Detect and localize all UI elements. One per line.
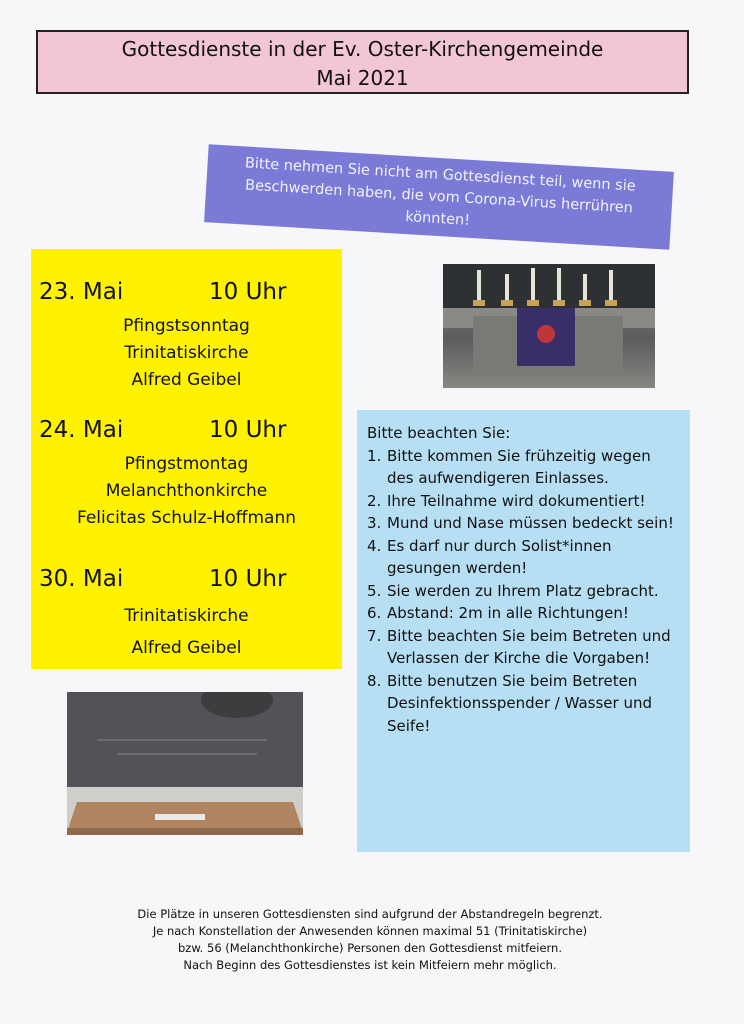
event-pastor: Alfred Geibel	[131, 370, 242, 390]
event-date: 23. Mai	[39, 279, 124, 305]
rule-item: 4. Es darf nur durch Solist*innen gesungen werden!	[367, 536, 612, 577]
services-box	[31, 249, 342, 669]
rule-item: 6. Abstand: 2m in alle Richtungen!	[367, 604, 629, 622]
event-church: Melanchthonkirche	[105, 481, 268, 501]
footer-note	[60, 906, 680, 974]
rule-item: 2. Ihre Teilnahme wird dokumentiert!	[367, 491, 646, 510]
event-pastor: Alfred Geibel	[131, 638, 242, 658]
title-line-2: Mai 2021	[316, 66, 409, 90]
event-date: 30. Mai	[39, 566, 124, 592]
altar-photo-drawing	[443, 264, 655, 388]
event-occasion: Pfingstmontag	[124, 454, 249, 474]
table-photo-drawing	[67, 692, 303, 835]
rule-item: 5. Sie werden zu Ihrem Platz gebracht.	[367, 581, 659, 600]
rule-item: 7. Bitte beachten Sie beim Betreten und Verlassen der Kirche die Vorgaben!	[367, 626, 671, 667]
rules-box	[357, 410, 690, 852]
rule-item: 8. Bitte benutzen Sie beim Betreten Desinfektionsspender / Wasser und Seife!	[367, 671, 652, 735]
event-time: 10 Uhr	[209, 279, 287, 305]
event-church: Trinitatiskirche	[124, 343, 249, 363]
altar-photo	[443, 264, 655, 388]
church-table-photo	[67, 692, 303, 835]
rule-item: 3. Mund und Nase müssen bedeckt sein!	[367, 514, 674, 532]
footer-line: bzw. 56 (Melanchthonkirche) Personen den Gottesdienst mitfeiern.	[178, 941, 562, 955]
event-time: 10 Uhr	[209, 417, 287, 443]
event-time: 10 Uhr	[209, 566, 287, 592]
corona-notice: Bitte nehmen Sie nicht am Gottesdienst teil, wenn sie Beschwerden haben, die vom Corona-Virus herrühren könnten!	[204, 144, 674, 249]
page-title	[36, 30, 689, 94]
rules-list	[367, 445, 680, 738]
rules-intro: Bitte beachten Sie:	[367, 424, 511, 442]
event-pastor: Felicitas Schulz-Hoffmann	[76, 508, 297, 528]
footer-line: Je nach Konstellation der Anwesenden können maximal 51 (Trinitatiskirche)	[152, 924, 588, 938]
footer-line: Die Plätze in unseren Gottesdiensten sind aufgrund der Abstandregeln begrenzt.	[137, 907, 603, 921]
rule-item: 1. Bitte kommen Sie frühzeitig wegen des aufwendigeren Einlasses.	[367, 446, 651, 487]
event-occasion: Pfingstsonntag	[123, 316, 250, 336]
title-line-1: Gottesdienste in der Ev. Oster-Kirchengemeinde	[121, 37, 604, 61]
event-date: 24. Mai	[39, 417, 124, 443]
footer-line: Nach Beginn des Gottesdienstes ist kein Mitfeiern mehr möglich.	[183, 958, 557, 972]
event-church: Trinitatiskirche	[124, 606, 249, 626]
